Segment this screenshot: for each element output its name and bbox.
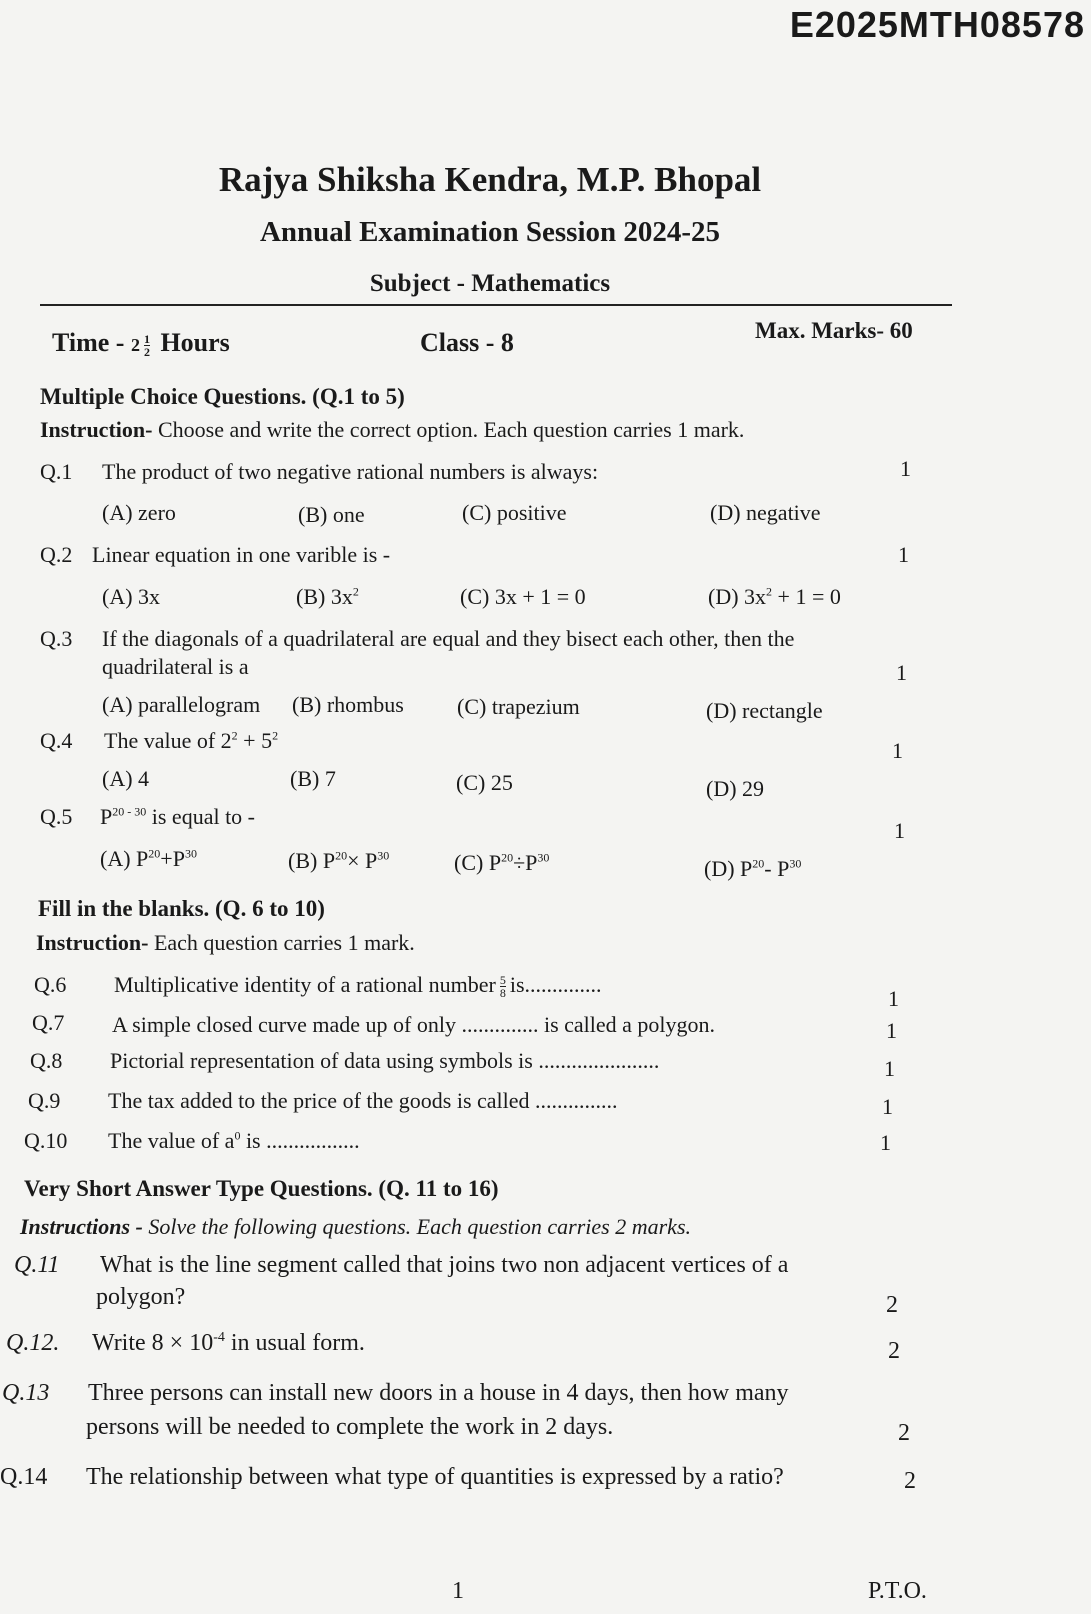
q4-text (104, 728, 278, 754)
q3-option-a: (A) parallelogram (102, 692, 261, 717)
q4-option-d: (D) 29 (706, 776, 765, 801)
q1-option-b: (B) one (298, 502, 365, 527)
time-fraction-den: 2 (143, 344, 150, 359)
q5-d-exp1: 20 (752, 856, 765, 871)
q2-option-b-exp: 2 (352, 584, 359, 599)
q10-text-base: The value of a (108, 1128, 235, 1153)
q14-text: The relationship between what type of quantities is expressed by a ratio? (86, 1464, 784, 1490)
q8-marks: 1 (884, 1056, 895, 1081)
q12-text-rest: in usual form. (224, 1330, 365, 1356)
q12-text-base: Write 8 × 10 (92, 1330, 214, 1356)
q5-d-base: (D) P (704, 856, 753, 881)
q5-option-b (288, 848, 389, 874)
q5-a-exp2: 30 (184, 846, 197, 861)
q8-number: Q.8 (30, 1048, 63, 1073)
q3-text-line1: If the diagonals of a quadrilateral are equal and they bisect each other, then the (102, 626, 795, 651)
q3-option-d: (D) rectangle (706, 698, 823, 723)
q13-text-line1: Three persons can install new doors in a house in 4 days, then how many (88, 1380, 789, 1406)
q5-b-mid: × P (347, 848, 378, 873)
q5-d-exp2: 30 (789, 856, 802, 871)
fill-instruction-label: Instruction- (36, 930, 149, 955)
q9-text: The tax added to the price of the goods is called ............... (108, 1088, 618, 1113)
q2-marks: 1 (898, 542, 909, 567)
q7-number: Q.7 (32, 1010, 65, 1035)
q1-number: Q.1 (40, 459, 73, 484)
q4-option-b: (B) 7 (290, 766, 336, 791)
q5-c-exp2: 30 (537, 850, 550, 865)
q10-marks: 1 (880, 1130, 891, 1155)
header-rule (40, 304, 952, 306)
time-label: Time - (52, 328, 125, 357)
q12-marks: 2 (888, 1338, 900, 1364)
q14-number: Q.14 (0, 1464, 48, 1490)
q13-marks: 2 (898, 1420, 910, 1446)
q2-number: Q.2 (40, 542, 73, 567)
fill-instruction (36, 930, 415, 956)
subject-title: Subject - Mathematics (369, 270, 611, 297)
q8-text: Pictorial representation of data using symbols is ...................... (110, 1048, 660, 1073)
q5-text-base: P (100, 804, 113, 829)
q10-text-rest: is ................. (240, 1128, 360, 1153)
page-number: 1 (452, 1578, 464, 1604)
q5-option-d (704, 856, 801, 882)
q10-number: Q.10 (24, 1128, 68, 1153)
q9-marks: 1 (882, 1094, 893, 1119)
q1-option-a: (A) zero (102, 500, 176, 525)
q6-text-base: Multiplicative identity of a rational number (114, 972, 496, 997)
q5-a-base: (A) P (100, 846, 149, 871)
fill-instruction-text: Each question carries 1 mark. (153, 930, 415, 955)
mcq-instruction-text: Choose and write the correct option. Each question carries 1 mark. (157, 417, 745, 442)
q1-option-c: (C) positive (462, 500, 567, 525)
q5-text-rest: is equal to - (146, 804, 256, 829)
q4-option-c: (C) 25 (456, 770, 513, 795)
time-fraction-num: 1 (143, 331, 150, 346)
q6-marks: 1 (888, 986, 899, 1011)
q4-exp-2: 2 (272, 728, 279, 743)
time-fraction (144, 333, 150, 358)
q2-option-d-exp: 2 (766, 584, 773, 599)
q2-text: Linear equation in one varible is - (92, 542, 391, 567)
q2-option-d (708, 584, 841, 610)
q6-text-rest: is.............. (509, 972, 602, 997)
q6-text (114, 972, 602, 999)
q5-c-base: (C) P (454, 850, 502, 875)
q4-text-mid: + 5 (237, 728, 273, 753)
q2-option-b-base: (B) 3x (296, 584, 353, 609)
mcq-instruction (40, 417, 744, 443)
q3-marks: 1 (896, 660, 907, 685)
q10-text (108, 1128, 360, 1154)
q7-marks: 1 (886, 1018, 897, 1043)
vsa-instruction-label: Instructions - (20, 1214, 143, 1239)
q9-number: Q.9 (28, 1088, 61, 1113)
q6-number: Q.6 (34, 972, 67, 997)
q5-option-c (454, 850, 549, 876)
session-title: Annual Examination Session 2024-25 (259, 216, 721, 248)
q2-option-b (296, 584, 359, 610)
q5-b-base: (B) P (288, 848, 336, 873)
q5-number: Q.5 (40, 804, 73, 829)
q5-d-mid: - P (764, 856, 790, 881)
q7-text: A simple closed curve made up of only .............. is called a polygon. (112, 1012, 716, 1037)
q4-marks: 1 (892, 738, 903, 763)
q5-marks: 1 (894, 818, 905, 843)
q2-option-c: (C) 3x + 1 = 0 (460, 584, 586, 609)
time-info (52, 328, 230, 358)
q11-number: Q.11 (14, 1252, 60, 1278)
q1-text: The product of two negative rational numbers is always: (102, 459, 599, 484)
q5-c-mid: ÷P (513, 850, 538, 875)
q5-a-mid: +P (160, 846, 185, 871)
q3-text-line2: quadrilateral is a (102, 654, 249, 679)
q1-marks: 1 (900, 456, 911, 481)
q4-text-base: The value of 2 (104, 728, 232, 753)
q4-exp-1: 2 (231, 728, 238, 743)
q1-option-d: (D) negative (710, 500, 821, 525)
board-title: Rajya Shiksha Kendra, M.P. Bhopal (218, 160, 762, 199)
q4-number: Q.4 (40, 728, 73, 753)
q3-option-c: (C) trapezium (457, 694, 580, 719)
q14-marks: 2 (904, 1468, 916, 1494)
q11-text-line1: What is the line segment called that joins two non adjacent vertices of a (100, 1252, 789, 1278)
time-whole: 2 (130, 335, 140, 355)
q2-option-d-rest: + 1 = 0 (772, 584, 841, 609)
time-unit: Hours (160, 328, 230, 357)
pto-note: P.T.O. (868, 1578, 927, 1604)
q11-marks: 2 (886, 1292, 898, 1318)
q5-a-exp1: 20 (148, 846, 161, 861)
mcq-section-title: Multiple Choice Questions. (Q.1 to 5) (40, 384, 405, 409)
max-marks: Max. Marks- 60 (755, 318, 913, 343)
vsa-instruction (20, 1214, 691, 1240)
q13-text-line2: persons will be needed to complete the work in 2 days. (86, 1414, 614, 1440)
q5-option-a (100, 846, 197, 872)
q3-number: Q.3 (40, 626, 73, 651)
q10-exp: 0 (234, 1128, 241, 1143)
q3-option-b: (B) rhombus (292, 692, 404, 717)
document-code: E2025MTH08578 (789, 4, 1085, 45)
q11-text-line2: polygon? (96, 1284, 186, 1310)
q2-option-d-base: (D) 3x (708, 584, 767, 609)
q6-fraction-den: 8 (499, 986, 506, 1001)
fill-section-title: Fill in the blanks. (Q. 6 to 10) (38, 896, 325, 921)
q6-fraction-num: 5 (499, 973, 506, 988)
q12-exp: -4 (213, 1330, 225, 1345)
q5-exp: 20 - 30 (112, 804, 147, 819)
mcq-instruction-label: Instruction- (40, 417, 153, 442)
class-info: Class - 8 (420, 328, 514, 357)
q6-fraction (500, 974, 506, 999)
q5-text (100, 804, 255, 830)
q2-option-a: (A) 3x (102, 584, 161, 609)
q13-number: Q.13 (2, 1380, 50, 1406)
vsa-instruction-text: Solve the following questions. Each question carries 2 marks. (148, 1214, 691, 1239)
vsa-section-title: Very Short Answer Type Questions. (Q. 11 to 16) (24, 1176, 499, 1201)
q4-option-a: (A) 4 (102, 766, 150, 791)
q5-b-exp2: 30 (377, 848, 390, 863)
q5-c-exp1: 20 (501, 850, 514, 865)
q5-b-exp1: 20 (335, 848, 348, 863)
q12-number: Q.12. (6, 1330, 60, 1356)
q12-text (92, 1330, 365, 1357)
